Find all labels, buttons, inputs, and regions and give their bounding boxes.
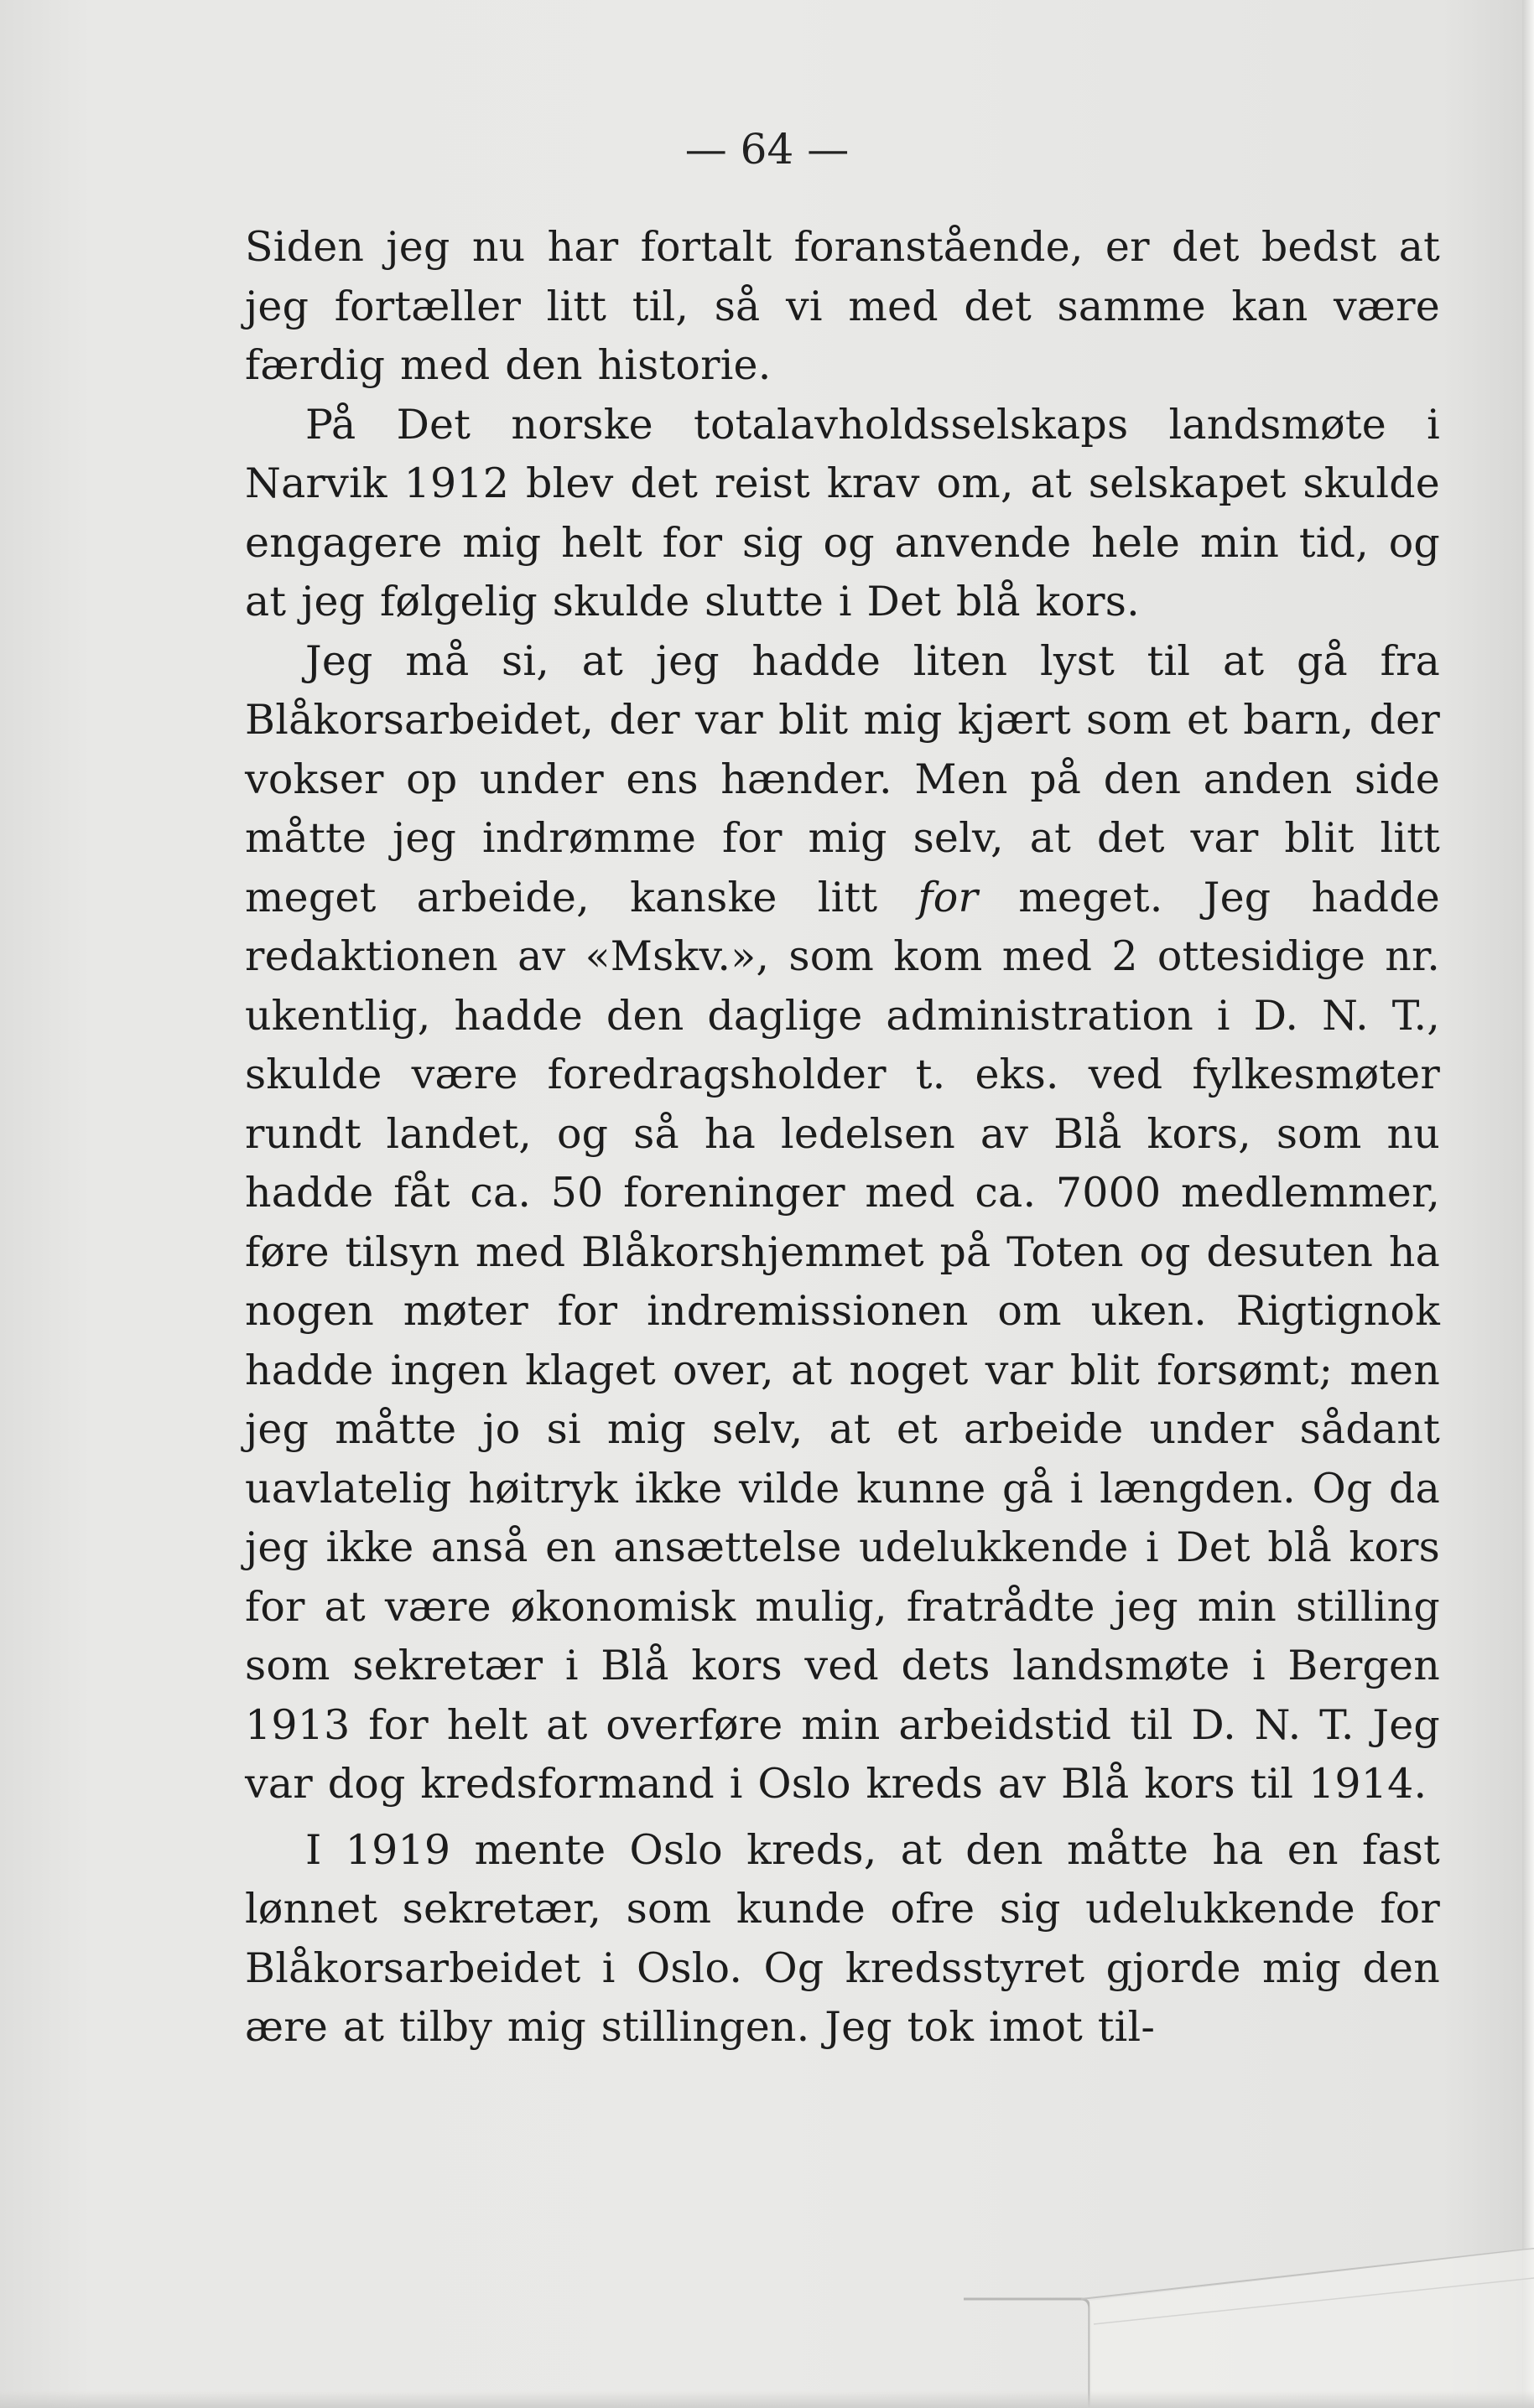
paragraph-1 xyxy=(245,218,1440,396)
body-text xyxy=(245,218,1440,2058)
paragraph-3 xyxy=(245,632,1440,1814)
page-bottom-edge xyxy=(0,2391,1534,2408)
paragraph-3-text-start: Jeg må si, at jeg hadde liten lyst til at gå fra Blåkorsarbeidet, der var blit mig kjært som et barn, der vokser op under ens hænder. Men på den anden side måtte jeg indrømme for mig selv, at det var blit litt meget arbeide, kanske litt xyxy=(245,636,1440,921)
page-right-edge xyxy=(1522,0,1534,2408)
paragraph-4-text: I 1919 mente Oslo kreds, at den måtte ha en fast lønnet sekretær, som kunde ofre sig udelukkende for Blåkorsarbeidet i Oslo. Og kredsstyret gjorde mig den ære at tilby mig stillingen. Jeg tok imot til- xyxy=(245,1825,1440,2051)
page-number: — 64 — xyxy=(684,125,850,174)
paragraph-3-text-end: meget. Jeg hadde redaktionen av «Mskv.», som kom med 2 ottesidige nr. ukentlig, hadde den daglige administration i D. N. T., skulde være foredragsholder t. eks. ved fylkesmøter rundt landet, og så ha ledelsen av Blå kors, som nu hadde fåt ca. 50 foreninger med ca. 7000 medlemmer, føre tilsyn med Blåkorshjemmet på Toten og desuten ha nogen møter for indremissionen om uken. Rigtignok hadde ingen klaget over, at noget var blit forsømt; men jeg måtte jo si mig selv, at et arbeide under sådant uavlatelig høitryk ikke vilde kunne gå i længden. Og da jeg ikke anså en ansættelse udelukkende i Det blå kors for at være økonomisk mulig, fratrådte jeg min stilling som sekretær i Blå kors ved dets landsmøte i Bergen 1913 for helt at overføre min arbeidstid til D. N. T. Jeg var dog kredsformand i Oslo kreds av Blå kors til 1914. xyxy=(245,873,1440,1808)
paragraph-2-text: På Det norske totalavholdsselskaps landsmøte i Narvik 1912 blev det reist krav om, at selskapet skulde engagere mig helt for sig og anvende hele min tid, og at jeg følgelig skulde slutte i Det blå kors. xyxy=(245,400,1440,625)
paragraph-2 xyxy=(245,396,1440,632)
paragraph-1-text: Siden jeg nu har fortalt foranstående, er det bedst at jeg fortæller litt til, så vi med det samme kan være færdig med den historie. xyxy=(245,223,1440,389)
paper-fold-mark xyxy=(964,2123,1534,2408)
paragraph-4 xyxy=(245,1821,1440,2058)
paragraph-3-emphasis: for xyxy=(918,873,979,921)
